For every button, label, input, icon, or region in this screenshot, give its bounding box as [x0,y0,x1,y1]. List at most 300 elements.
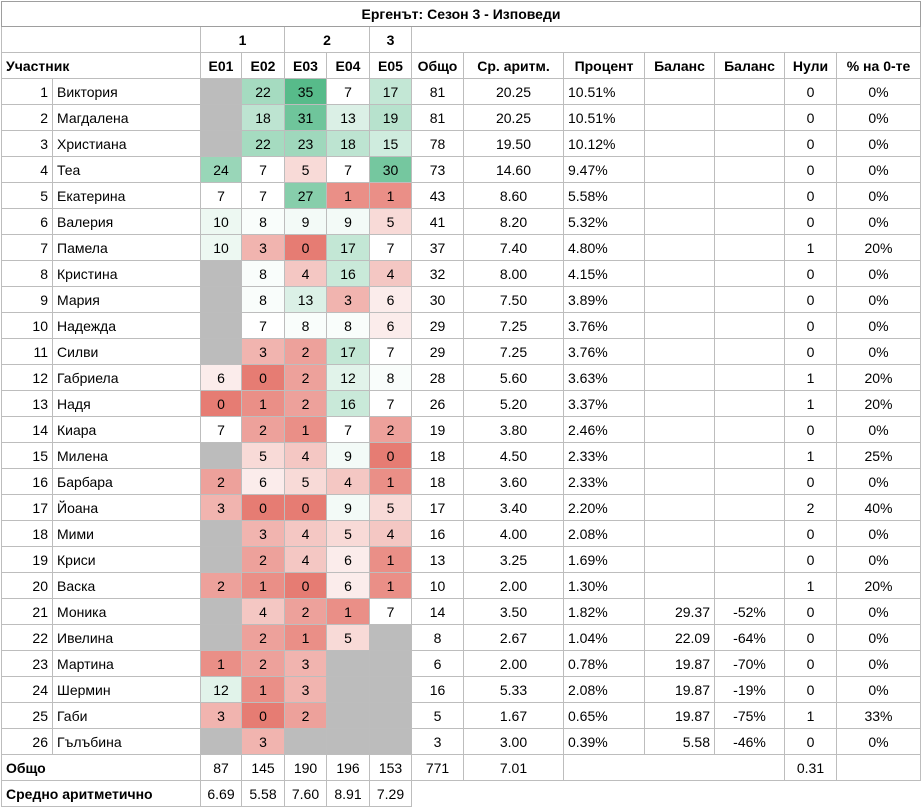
average-cell: 4.00 [464,521,564,547]
table-row [2,235,921,261]
table-row [2,261,921,287]
participant-name: Христиана [53,131,201,157]
episode-cell [201,313,242,339]
balance-cell [645,183,715,209]
zeros-cell: 1 [785,703,837,729]
episode-cell: 17 [327,235,370,261]
header-average: Ср. аритм. [464,53,564,79]
episode-cell: 1 [242,391,285,417]
balance-change-cell [715,339,785,365]
zero-percent-cell: 0% [837,625,921,651]
episode-cell: 4 [327,469,370,495]
balance-change-cell [715,261,785,287]
zero-percent-cell: 20% [837,235,921,261]
balance-change-cell [715,365,785,391]
table-row [2,729,921,755]
episode-cell: 3 [242,235,285,261]
episode-cell: 0 [370,443,412,469]
participant-name: Ивелина [53,625,201,651]
zeros-cell: 0 [785,131,837,157]
total-cell: 6 [412,651,464,677]
episode-cell [201,443,242,469]
header-zeros: Нули [785,53,837,79]
episode-cell: 6 [370,313,412,339]
episode-cell: 2 [285,365,327,391]
balance-cell [645,521,715,547]
participant-name: Мартина [53,651,201,677]
header-row [2,53,921,79]
group-label-3: 3 [370,27,412,53]
percent-cell: 10.12% [564,131,645,157]
average-cell: 2.00 [464,573,564,599]
episode-cell: 2 [242,625,285,651]
percent-cell: 2.20% [564,495,645,521]
episode-cell: 35 [285,79,327,105]
episode-cell: 17 [370,79,412,105]
balance-cell: 19.87 [645,677,715,703]
percent-cell: 10.51% [564,105,645,131]
episode-cell: 6 [201,365,242,391]
episode-cell [370,625,412,651]
zeros-cell: 0 [785,547,837,573]
header-balance-1: Баланс [645,53,715,79]
episode-cell [201,261,242,287]
zeros-cell: 1 [785,391,837,417]
episode-cell: 18 [242,105,285,131]
percent-cell: 4.80% [564,235,645,261]
episode-cell: 7 [201,183,242,209]
participant-name: Валерия [53,209,201,235]
total-cell: 73 [412,157,464,183]
episode-cell: 2 [285,703,327,729]
grand-average: 7.01 [464,755,564,781]
rank-cell: 16 [2,469,53,495]
average-cell: 3.50 [464,599,564,625]
episode-cell [201,339,242,365]
header-balance-2: Баланс [715,53,785,79]
episode-total: 87 [201,755,242,781]
participant-name: Йоана [53,495,201,521]
average-cell: 2.67 [464,625,564,651]
grand-total: 771 [412,755,464,781]
balance-change-cell [715,79,785,105]
average-cell: 2.00 [464,651,564,677]
average-cell: 5.33 [464,677,564,703]
episode-cell: 0 [285,495,327,521]
rank-cell: 10 [2,313,53,339]
table-row [2,365,921,391]
episode-cell: 22 [242,79,285,105]
episode-cell: 9 [327,443,370,469]
rank-cell: 21 [2,599,53,625]
participant-name: Барбара [53,469,201,495]
episode-cell: 2 [370,417,412,443]
episode-cell: 10 [201,235,242,261]
header-e03: E03 [285,53,327,79]
totals-label: Общо [2,755,201,781]
balance-cell [645,105,715,131]
rank-cell: 25 [2,703,53,729]
percent-cell: 1.82% [564,599,645,625]
participant-name: Теа [53,157,201,183]
balance-change-cell [715,209,785,235]
episode-cell [201,105,242,131]
episode-cell: 4 [370,521,412,547]
zero-percent-cell: 0% [837,287,921,313]
participant-name: Милена [53,443,201,469]
table-row [2,521,921,547]
participant-name: Мария [53,287,201,313]
rank-cell: 4 [2,157,53,183]
zero-percent-cell: 33% [837,703,921,729]
episode-cell: 1 [370,183,412,209]
episode-cell: 4 [285,521,327,547]
episode-cell: 0 [201,391,242,417]
balance-change-cell [715,495,785,521]
zeros-cell: 0 [785,105,837,131]
balance-change-cell [715,469,785,495]
episode-cell: 16 [327,391,370,417]
episode-cell: 5 [370,495,412,521]
zero-percent-cell: 0% [837,339,921,365]
total-cell: 18 [412,469,464,495]
average-cell: 14.60 [464,157,564,183]
episode-cell: 4 [242,599,285,625]
average-cell: 3.00 [464,729,564,755]
episode-cell: 1 [285,625,327,651]
zero-percent-cell: 0% [837,547,921,573]
rank-cell: 7 [2,235,53,261]
total-cell: 13 [412,547,464,573]
episode-cell: 2 [242,651,285,677]
episode-cell [370,729,412,755]
table-row [2,651,921,677]
rank-cell: 19 [2,547,53,573]
participant-name: Памела [53,235,201,261]
average-cell: 3.25 [464,547,564,573]
episode-cell: 3 [242,339,285,365]
balance-cell [645,131,715,157]
percent-cell: 3.76% [564,339,645,365]
percent-cell: 1.69% [564,547,645,573]
average-cell: 5.20 [464,391,564,417]
total-cell: 16 [412,677,464,703]
zero-percent-cell: 0% [837,599,921,625]
header-e05: E05 [370,53,412,79]
episode-cell: 9 [327,209,370,235]
balance-cell [645,495,715,521]
episode-cell: 3 [201,703,242,729]
episode-cell: 2 [242,547,285,573]
zeros-cell: 0 [785,157,837,183]
episode-cell: 7 [327,417,370,443]
episode-cell: 7 [370,235,412,261]
average-cell: 4.50 [464,443,564,469]
rank-cell: 24 [2,677,53,703]
table-row [2,209,921,235]
zeros-cell: 1 [785,443,837,469]
table-row [2,183,921,209]
table-row [2,79,921,105]
participant-name: Гълъбина [53,729,201,755]
total-cell: 10 [412,573,464,599]
group-label-1: 1 [201,27,285,53]
balance-change-cell [715,287,785,313]
participant-name: Шермин [53,677,201,703]
episode-cell: 22 [242,131,285,157]
table-row [2,495,921,521]
episode-cell: 2 [201,469,242,495]
participant-name: Виктория [53,79,201,105]
percent-cell: 1.04% [564,625,645,651]
episode-cell [327,651,370,677]
zero-percent-cell: 0% [837,209,921,235]
table-row [2,547,921,573]
total-cell: 18 [412,443,464,469]
zero-percent-cell: 0% [837,261,921,287]
averages-row [2,781,921,807]
episode-cell: 17 [327,339,370,365]
balance-change-cell [715,573,785,599]
episode-cell: 7 [370,339,412,365]
percent-cell: 3.76% [564,313,645,339]
episode-cell: 6 [327,547,370,573]
total-cell: 29 [412,313,464,339]
zeros-cell: 0 [785,521,837,547]
episode-cell: 2 [285,599,327,625]
episode-cell: 7 [327,157,370,183]
episode-cell: 7 [242,183,285,209]
episode-cell: 8 [242,287,285,313]
zeros-cell: 0 [785,625,837,651]
balance-cell [645,261,715,287]
episode-cell: 8 [370,365,412,391]
table-row [2,391,921,417]
episode-cell: 16 [327,261,370,287]
episode-cell: 31 [285,105,327,131]
zero-percent-cell: 25% [837,443,921,469]
zeros-cell: 0 [785,183,837,209]
episode-cell: 6 [370,287,412,313]
average-cell: 3.60 [464,469,564,495]
average-cell: 8.20 [464,209,564,235]
balance-change-cell [715,313,785,339]
total-cell: 26 [412,391,464,417]
episode-cell: 4 [285,261,327,287]
average-cell: 8.00 [464,261,564,287]
zeros-cell: 0 [785,729,837,755]
zero-percent-cell: 0% [837,677,921,703]
rank-cell: 8 [2,261,53,287]
episode-cell: 1 [370,469,412,495]
episode-cell: 1 [285,417,327,443]
episode-cell: 4 [370,261,412,287]
total-cell: 32 [412,261,464,287]
percent-cell: 0.78% [564,651,645,677]
rank-cell: 18 [2,521,53,547]
episode-cell [327,729,370,755]
episode-cell: 6 [327,573,370,599]
percent-cell: 2.08% [564,677,645,703]
episode-cell: 1 [242,677,285,703]
zeros-cell: 0 [785,469,837,495]
zero-percent-cell: 20% [837,365,921,391]
episode-cell: 4 [285,547,327,573]
table-row [2,599,921,625]
header-percent: Процент [564,53,645,79]
total-cell: 28 [412,365,464,391]
episode-cell: 5 [370,209,412,235]
balance-change-cell [715,443,785,469]
episode-cell: 9 [327,495,370,521]
total-cell: 81 [412,79,464,105]
total-cell: 19 [412,417,464,443]
episode-cell [327,677,370,703]
episode-cell: 24 [201,157,242,183]
average-cell: 1.67 [464,703,564,729]
balance-cell [645,469,715,495]
episode-cell: 3 [242,729,285,755]
average-cell: 7.25 [464,313,564,339]
total-cell: 29 [412,339,464,365]
average-cell: 7.25 [464,339,564,365]
participant-name: Силви [53,339,201,365]
header-participant: Участник [2,53,201,79]
episode-cell [201,547,242,573]
total-cell: 5 [412,703,464,729]
zero-percent-cell: 0% [837,183,921,209]
episode-average: 8.91 [327,781,370,807]
episode-cell: 1 [242,573,285,599]
episode-cell: 1 [327,183,370,209]
header-e01: E01 [201,53,242,79]
total-cell: 78 [412,131,464,157]
episode-average: 6.69 [201,781,242,807]
rank-cell: 9 [2,287,53,313]
total-cell: 17 [412,495,464,521]
header-e02: E02 [242,53,285,79]
table-row [2,625,921,651]
participant-name: Васка [53,573,201,599]
balance-change-cell: -75% [715,703,785,729]
episode-total: 153 [370,755,412,781]
rank-cell: 15 [2,443,53,469]
rank-cell: 23 [2,651,53,677]
episode-average: 7.29 [370,781,412,807]
balance-cell [645,79,715,105]
episode-cell [201,625,242,651]
episode-cell: 5 [285,469,327,495]
balance-cell [645,547,715,573]
total-cell: 37 [412,235,464,261]
rank-cell: 20 [2,573,53,599]
percent-cell: 4.15% [564,261,645,287]
blank-cell [564,755,785,781]
episode-cell: 1 [370,573,412,599]
header-total: Общо [412,53,464,79]
episode-cell [370,651,412,677]
percent-cell: 0.65% [564,703,645,729]
table-row [2,677,921,703]
table-row [2,417,921,443]
table-row [2,105,921,131]
balance-cell [645,287,715,313]
balance-cell: 22.09 [645,625,715,651]
episode-cell: 7 [242,157,285,183]
episode-cell [201,599,242,625]
episode-cell: 2 [285,391,327,417]
participant-name: Киара [53,417,201,443]
balance-change-cell [715,157,785,183]
zeros-cell: 0 [785,287,837,313]
episode-cell: 8 [242,209,285,235]
episode-cell: 5 [242,443,285,469]
rank-cell: 13 [2,391,53,417]
episode-cell: 27 [285,183,327,209]
episode-cell: 9 [285,209,327,235]
episode-total: 145 [242,755,285,781]
percent-cell: 3.37% [564,391,645,417]
zero-percent-cell: 40% [837,495,921,521]
total-cell: 16 [412,521,464,547]
balance-cell: 19.87 [645,703,715,729]
episode-cell: 13 [327,105,370,131]
participant-name: Надя [53,391,201,417]
average-cell: 3.80 [464,417,564,443]
episode-cell: 8 [242,261,285,287]
episode-cell: 0 [242,495,285,521]
zero-percent-cell: 20% [837,573,921,599]
rank-cell: 22 [2,625,53,651]
percent-cell: 1.30% [564,573,645,599]
total-cell: 8 [412,625,464,651]
balance-cell [645,391,715,417]
rank-cell: 17 [2,495,53,521]
zeros-cell: 0 [785,79,837,105]
zeros-cell: 0 [785,417,837,443]
balance-change-cell: -52% [715,599,785,625]
rank-cell: 2 [2,105,53,131]
balance-change-cell [715,521,785,547]
total-cell: 3 [412,729,464,755]
average-cell: 7.40 [464,235,564,261]
episode-cell [201,79,242,105]
rank-cell: 11 [2,339,53,365]
balance-change-cell: -70% [715,651,785,677]
zero-percent-cell: 0% [837,651,921,677]
header-zero-percent: % на 0-те [837,53,921,79]
participant-name: Габи [53,703,201,729]
episode-cell: 3 [242,521,285,547]
confessions-table [1,1,921,807]
episode-cell [370,677,412,703]
episode-total: 190 [285,755,327,781]
participant-name: Надежда [53,313,201,339]
zeros-cell: 1 [785,573,837,599]
episode-cell: 0 [285,573,327,599]
episode-cell: 30 [370,157,412,183]
zero-percent-cell: 0% [837,521,921,547]
zeros-cell: 0 [785,261,837,287]
averages-label: Средно аритметично [2,781,201,807]
balance-change-cell [715,183,785,209]
totals-row [2,755,921,781]
table-row [2,573,921,599]
zeros-cell: 0 [785,209,837,235]
zeros-cell: 0 [785,313,837,339]
percent-cell: 5.32% [564,209,645,235]
episode-cell: 1 [327,599,370,625]
